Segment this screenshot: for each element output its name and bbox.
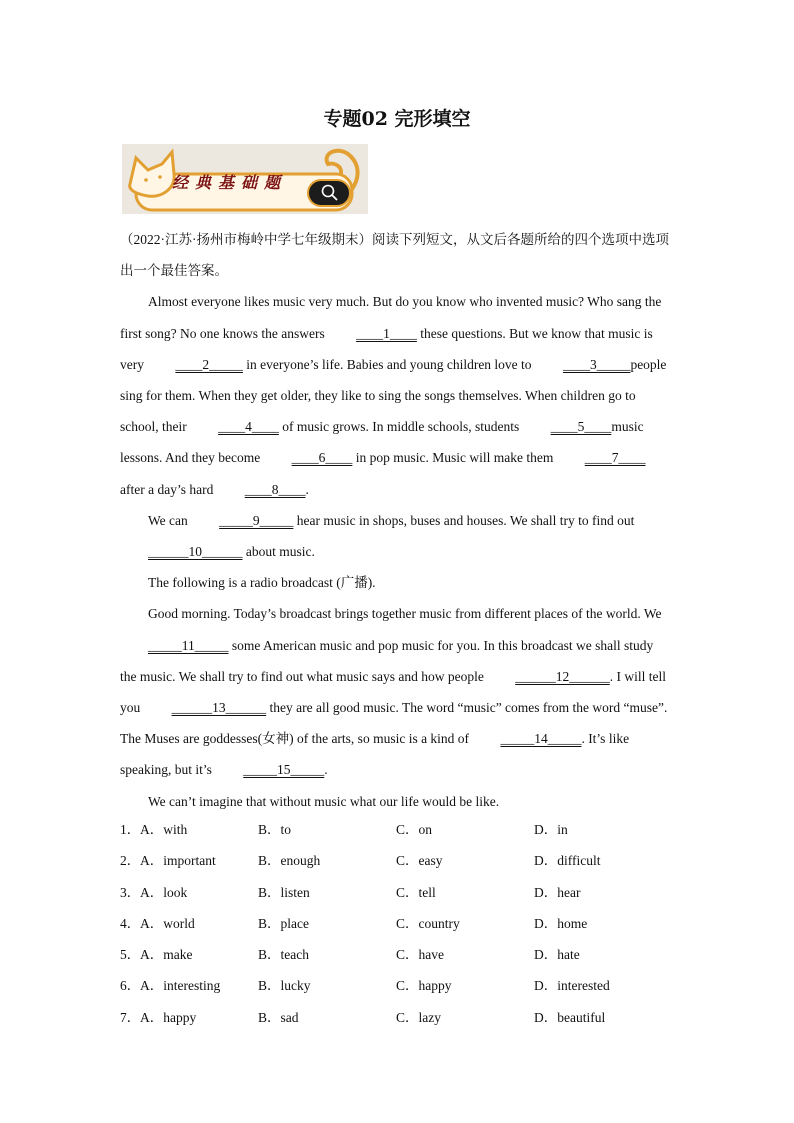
option-a[interactable]: A．happy: [140, 1009, 197, 1025]
option-a[interactable]: A．with: [140, 822, 188, 837]
blank-8: ____8____: [244, 481, 306, 497]
option-b[interactable]: B．sad: [258, 1009, 299, 1025]
passage-text: some American music and pop music for you. In this broadcast we shall study the music. We shall try to find out what music says and how people: [120, 637, 654, 684]
passage-paragraph-2: [120, 505, 672, 567]
blank-9: _____9_____: [219, 512, 294, 528]
option-row: [120, 877, 680, 908]
option-b[interactable]: B．listen: [258, 884, 310, 900]
option-a[interactable]: A．important: [140, 853, 216, 869]
option-a[interactable]: A．make: [140, 947, 193, 963]
blank-10: ______10______: [148, 544, 243, 560]
passage-text: . It’s like speaking, but it’s: [120, 731, 630, 778]
passage-text: in everyone’s life. Babies and young children love to: [242, 356, 535, 372]
option-c[interactable]: C．happy: [396, 978, 452, 994]
banner-label: 经典基础题: [172, 173, 288, 192]
page-title: 专题02 完形填空: [323, 108, 471, 130]
option-b[interactable]: B．teach: [258, 947, 309, 963]
question-number: 2．: [120, 853, 141, 869]
blank-1: ____1____: [356, 325, 417, 341]
passage-text: .: [305, 481, 309, 497]
passage-text: of music grows. In middle schools, students: [278, 419, 523, 435]
blank-12: ______12______: [515, 668, 610, 684]
passage-paragraph-1: [120, 286, 672, 504]
blank-13: ______13______: [171, 700, 267, 716]
blank-5: ____5____: [550, 419, 612, 435]
option-b[interactable]: B．place: [258, 915, 309, 931]
option-row: [120, 939, 680, 970]
passage-text: in pop music. Music will make them: [352, 450, 557, 466]
blank-3: ____3_____: [562, 356, 631, 372]
passage-text: they are all good music. The word “music” comes from the word “muse”. The Muses are goddesses(女神) of the arts, so music is a kind of: [120, 700, 668, 747]
passage-paragraph-4: [120, 598, 672, 785]
option-d[interactable]: D．hear: [534, 884, 581, 900]
option-c[interactable]: C．have: [396, 947, 444, 963]
option-c[interactable]: C．country: [396, 915, 460, 931]
option-row: [120, 845, 680, 876]
question-number: 5．: [120, 947, 141, 963]
question-number: 6．: [120, 978, 141, 994]
option-a[interactable]: A．interesting: [140, 978, 221, 994]
passage-paragraph-5: We can’t imagine that without music what our life would be like.: [148, 793, 500, 809]
option-a[interactable]: A．look: [140, 884, 188, 900]
option-d[interactable]: D．in: [534, 822, 568, 837]
blank-15: _____15_____: [243, 762, 325, 778]
options-list: [120, 814, 680, 1033]
passage-text: these questions. But we know that music is very: [120, 325, 653, 372]
passage-text: We can: [148, 512, 192, 528]
option-c[interactable]: C．lazy: [396, 1009, 441, 1025]
passage-text: . I will tell you: [120, 668, 666, 716]
option-d[interactable]: D．hate: [534, 947, 580, 963]
blank-4: ____4____: [218, 419, 279, 435]
option-b[interactable]: B．enough: [258, 853, 321, 869]
question-number: 4．: [120, 915, 141, 931]
passage-text: Almost everyone likes music very much. But do you know who invented music? Who sang the first song? No one knows the answers: [120, 294, 662, 341]
option-b[interactable]: B．lucky: [258, 978, 311, 994]
question-intro: （2022·江苏·扬州市梅岭中学七年级期末）阅读下列短文，从文后各题所给的四个选项中选项出一个最佳答案。: [120, 232, 669, 279]
passage-content: [120, 224, 672, 817]
passage-paragraph-3: The following is a radio broadcast (广播).: [148, 575, 376, 591]
section-banner: [122, 144, 368, 214]
question-number: 7．: [120, 1009, 141, 1025]
option-row: [120, 1002, 680, 1033]
option-c[interactable]: C．easy: [396, 853, 443, 869]
question-number: 1．: [120, 822, 141, 837]
option-row: [120, 814, 680, 845]
option-c[interactable]: C．tell: [396, 884, 436, 900]
passage-text: people sing for them. When they get older, they like to sing the songs themselves. When children go to school, their: [120, 356, 667, 435]
option-a[interactable]: A．world: [140, 915, 195, 931]
blank-6: ____6____: [291, 450, 353, 466]
passage-text: .: [324, 762, 328, 778]
passage-text: Good morning. Today’s broadcast brings together music from different places of the world. We: [148, 606, 662, 622]
option-d[interactable]: D．interested: [534, 978, 610, 994]
passage-text: after a day’s hard: [120, 481, 217, 497]
passage-text: music lessons. And they become: [120, 419, 644, 466]
option-row: [120, 908, 680, 939]
blank-14: _____14_____: [500, 731, 582, 747]
blank-11: _____11_____: [148, 637, 229, 653]
option-row: [120, 970, 680, 1001]
blank-7: ____7____: [584, 450, 646, 466]
option-c[interactable]: C．on: [396, 822, 433, 837]
option-b[interactable]: B．to: [258, 822, 292, 837]
passage-text: hear music in shops, buses and houses. We shall try to find out: [293, 512, 635, 528]
blank-2: ____2_____: [175, 356, 243, 372]
option-d[interactable]: D．difficult: [534, 853, 601, 869]
option-d[interactable]: D．beautiful: [534, 1009, 606, 1025]
option-d[interactable]: D．home: [534, 915, 588, 931]
passage-text: about music.: [242, 544, 315, 560]
question-number: 3．: [120, 884, 141, 900]
